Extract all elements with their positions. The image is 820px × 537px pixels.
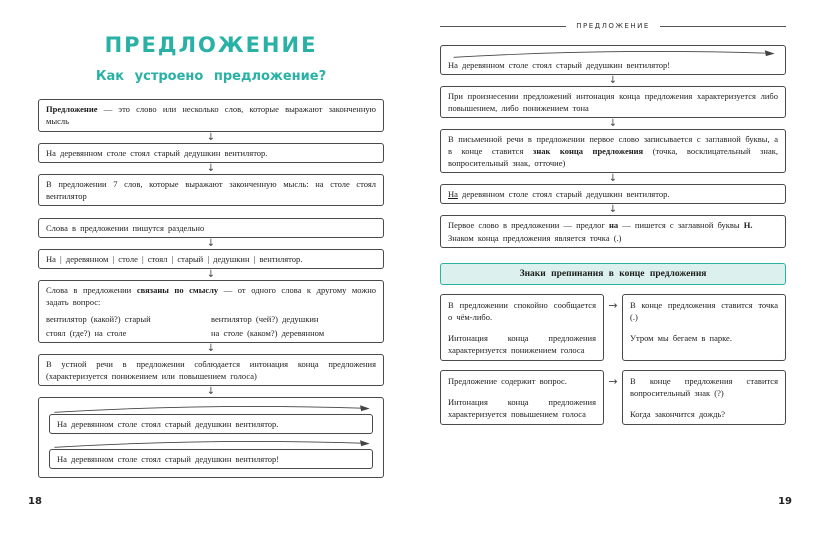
rule-text-mid: — пишется с заглавной буквы [618, 220, 744, 231]
page-title: ПРЕДЛОЖЕНИЕ [104, 33, 318, 57]
oral-speech-box: В устной речи в предложении соблюдается интонация конца предложения (характеризуется понижением или повышением голоса) [38, 354, 384, 386]
page-subtitle: Как устроено предложение? [95, 69, 327, 85]
exclaim-sentence-box [440, 45, 786, 75]
first-word-rule-box [440, 215, 786, 247]
example-sentence-period: На деревянном столе стоял старый дедушкин вентилятор. [49, 414, 373, 434]
definition-term: Предложение [46, 104, 98, 115]
result-text: В конце предложения ставится вопросительный знак (?) [630, 375, 778, 398]
result-cell [622, 294, 786, 361]
example-sentence-box: На деревянном столе стоял старый дедушкин вентилятор. [38, 143, 384, 163]
down-arrow-icon: ↓ [206, 268, 216, 280]
example-sentence-exclaim: На деревянном столе стоял старый дедушкин вентилятор! [49, 449, 373, 469]
condition-cell [440, 294, 604, 361]
intonation-example [49, 439, 373, 469]
intonation-arrow-icon [49, 439, 373, 449]
result-example: Когда закончится дождь? [630, 408, 726, 419]
question-pair: вентилятор (какой?) старый [46, 313, 151, 324]
condition-intonation: Интонация конца предложения характеризуется понижением голоса [448, 332, 596, 355]
down-arrow-icon: ↓ [608, 204, 618, 216]
down-arrow-icon: ↓ [608, 75, 618, 87]
written-text-pre: В письменной речи в предложении первое слово записывается с заглавной буквы, а в конце ставится [448, 134, 778, 157]
right-arrow-icon: → [608, 298, 618, 312]
down-arrow-icon: ↓ [206, 162, 216, 174]
section-title: Знаки препинания в конце предложения [440, 263, 786, 285]
condition-intonation: Интонация конца предложения характеризуется повышением голоса [448, 396, 596, 419]
intonation-arrow-icon [448, 49, 778, 59]
result-cell [622, 370, 786, 425]
running-head-rule [660, 26, 786, 27]
punctuation-row [440, 370, 786, 425]
written-text-post: (точка, восклицательный знак, вопросительный знак, отточие) [448, 146, 778, 169]
question-pair: стоял (где?) на столе [46, 328, 127, 339]
down-arrow-icon: ↓ [206, 386, 216, 398]
running-head-title: ПРЕДЛОЖЕНИЕ [576, 22, 650, 30]
down-arrow-icon: ↓ [608, 173, 618, 185]
question-pair: вентилятор (чей?) дедушкин [211, 313, 319, 324]
words-separate-box: Слова в предложении пишутся раздельно [38, 218, 384, 238]
written-text-bold: знак конца предложения [532, 146, 644, 157]
capitalized-sentence-rest: деревянном столе стоял старый дедушкин вентилятор. [457, 189, 670, 200]
connected-text-bold: связаны по смыслу [136, 284, 219, 295]
rule-text-pre: Первое слово в предложении — предлог [448, 220, 609, 231]
words-connected-box [38, 280, 384, 343]
exclaim-sentence: На деревянном столе стоял старый дедушкин вентилятор! [448, 60, 671, 70]
intonation-example [49, 404, 373, 434]
intonation-arrow-icon [49, 404, 373, 414]
result-text: В конце предложения ставится точка (.) [630, 299, 778, 322]
down-arrow-icon: ↓ [206, 131, 216, 143]
result-example: Утром мы бегаем в парке. [630, 332, 732, 343]
rule-text-bold: на [608, 220, 619, 231]
underlined-word: На [448, 189, 458, 200]
written-speech-box [440, 129, 786, 173]
down-arrow-icon: ↓ [608, 118, 618, 130]
capitalized-sentence-box [440, 184, 786, 204]
first-word-rule-line2: Знаком конца предложения является точка (.) [448, 232, 622, 243]
definition-box [38, 99, 384, 131]
connected-text-post: — от одного слова к другому можно задать вопрос: [46, 284, 376, 307]
page-number: 18 [28, 496, 42, 507]
first-word-rule-line1 [448, 219, 778, 231]
question-pair: на столе (каком?) деревянном [211, 328, 325, 339]
question-pairs [46, 313, 376, 339]
connected-text-pre: Слова в предложении [46, 284, 137, 295]
intonation-examples-box [38, 397, 384, 478]
running-head [440, 22, 786, 30]
running-head-rule [440, 26, 566, 27]
punctuation-row [440, 294, 786, 361]
down-arrow-icon: ↓ [206, 237, 216, 249]
condition-text: В предложении спокойно сообщается о чём-либо. [448, 299, 596, 322]
page-number: 19 [778, 496, 792, 507]
right-arrow-icon: → [608, 374, 618, 388]
separated-words-box: На | деревянном | столе | стоял | старый | дедушкин | вентилятор. [38, 249, 384, 269]
page-19 [410, 0, 820, 537]
down-arrow-icon: ↓ [206, 343, 216, 355]
pronunciation-box: При произнесении предложений интонация конца предложения характеризуется либо повышением, либо понижением тона [440, 86, 786, 118]
condition-cell [440, 370, 604, 425]
condition-text: Предложение содержит вопрос. [448, 375, 567, 386]
rule-text-bold-letter: Н. [743, 220, 753, 231]
definition-text: — это слово или несколько слов, которые выражают законченную мысль [46, 104, 376, 127]
word-count-box: В предложении 7 слов, которые выражают законченную мысль: на столе стоял вентилятор [38, 174, 384, 206]
